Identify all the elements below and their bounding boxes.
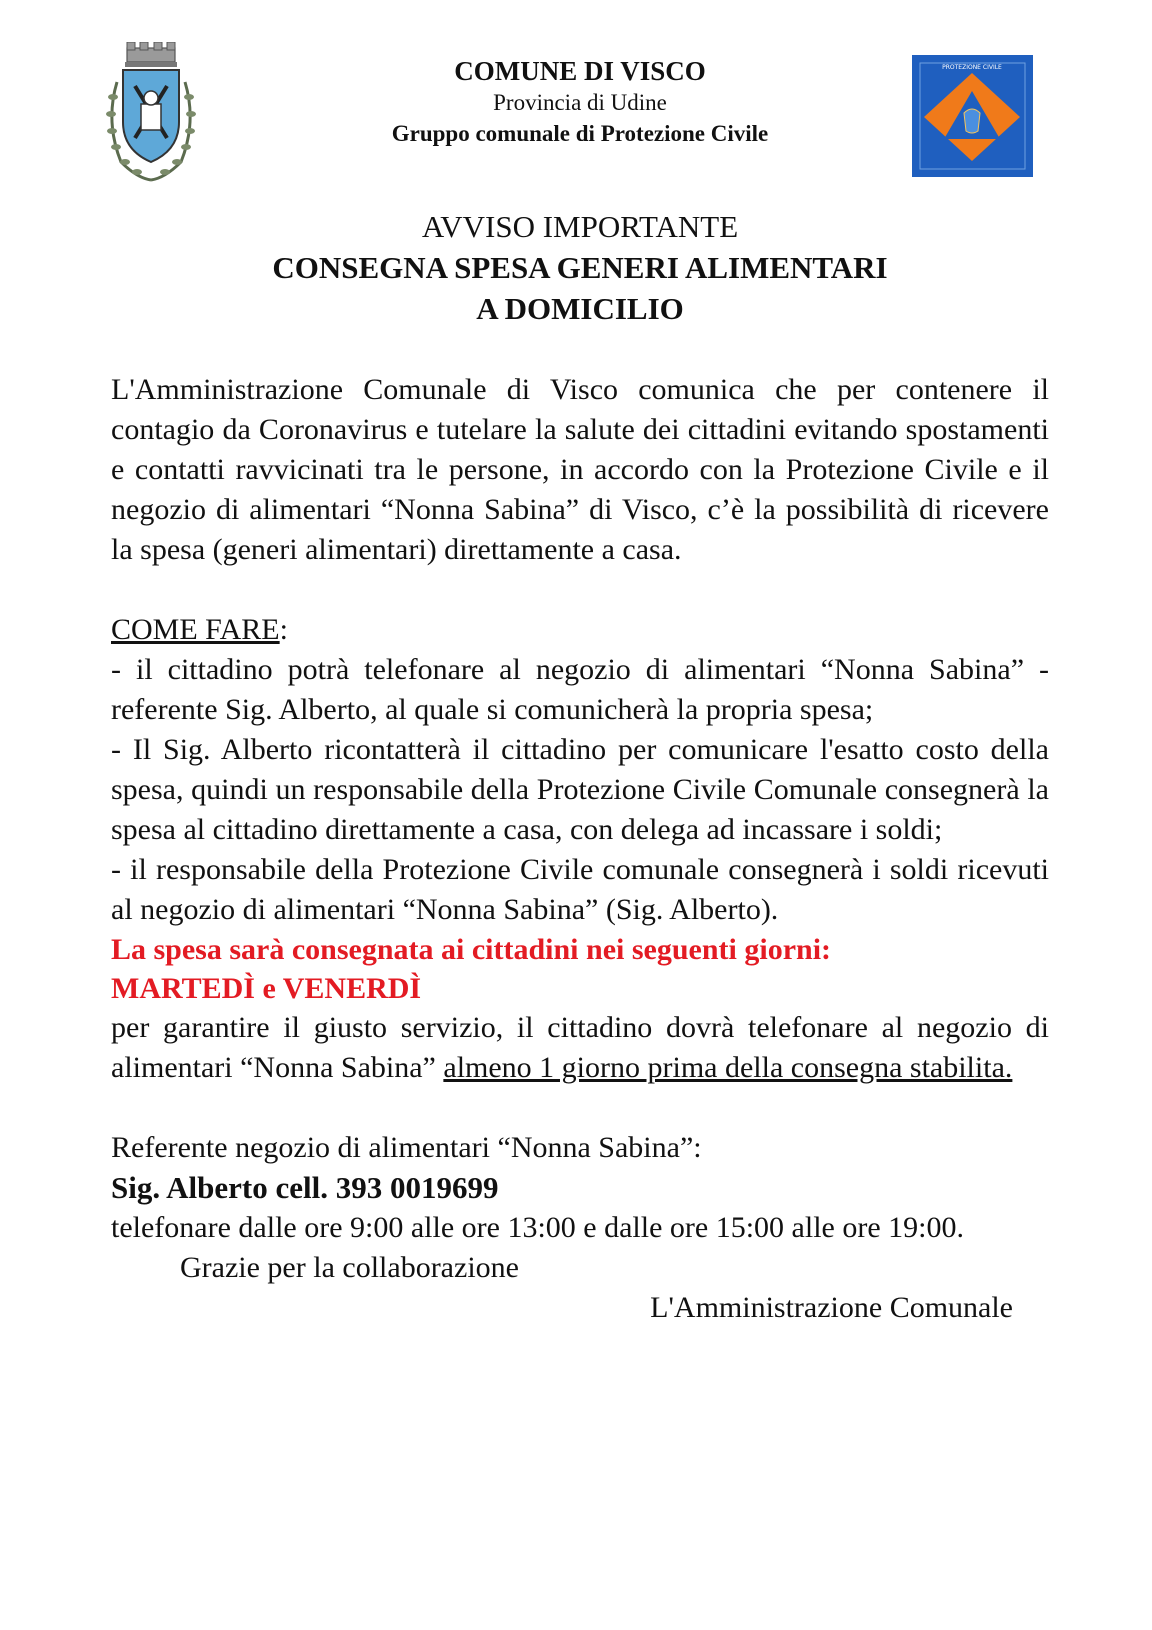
logo-text: PROTEZIONE CIVILE xyxy=(942,64,1002,71)
step-2: - Il Sig. Alberto ricontatterà il cittadino per comunicare l'esatto costo della spesa, quindi un responsabile della Protezione Civile Comunale consegnerà la spesa al cittadino direttamente a casa, con delega ad incassare i soldi; xyxy=(111,733,1049,846)
town-name: COMUNE DI VISCO xyxy=(454,56,706,86)
delivery-note-text: per garantire il giusto servizio, il cittadino dovrà telefonare al negozio di alimentari “Nonna Sabina” xyxy=(111,1011,1049,1084)
letterhead xyxy=(300,56,860,149)
signature: L'Amministrazione Comunale xyxy=(650,1291,1013,1324)
group-name: Gruppo comunale di Protezione Civile xyxy=(391,121,769,146)
notice-title xyxy=(150,206,1010,329)
contact-name-phone: Sig. Alberto cell. 393 0019699 xyxy=(111,1170,499,1205)
contact-label: Referente negozio di alimentari “Nonna Sabina”: xyxy=(111,1131,702,1164)
delivery-note-underlined: almeno 1 giorno prima della consegna stabilita. xyxy=(443,1051,1013,1084)
title-subject-2: A DOMICILIO xyxy=(476,291,684,326)
how-to-heading xyxy=(111,610,1049,650)
intro-paragraph: L'Amministrazione Comunale di Visco comunica che per contenere il contagio da Coronavirus e tutelare la salute dei cittadini evitando spostamenti e contatti ravvicinati tra le persone, in accordo con la Protezione Civile e il negozio di alimentari “Nonna Sabina” di Visco, c’è la possibilità di ricevere la spesa (generi alimentari) direttamente a casa. xyxy=(111,373,1049,566)
coat-of-arms-icon xyxy=(103,42,199,184)
step-1: - il cittadino potrà telefonare al negozio di alimentari “Nonna Sabina” - referente Sig. Alberto, al quale si comunicherà la propria spesa; xyxy=(111,653,1049,726)
how-to-heading-colon: : xyxy=(279,613,288,646)
contact-hours: telefonare dalle ore 9:00 alle ore 13:00 e dalle ore 15:00 alle ore 19:00. xyxy=(111,1211,964,1244)
title-notice: AVVISO IMPORTANTE xyxy=(421,209,739,244)
delivery-days-intro: La spesa sarà consegnata ai cittadini nei seguenti giorni: xyxy=(111,933,832,966)
delivery-days: MARTEDÌ e VENERDÌ xyxy=(111,972,422,1005)
province-name: Provincia di Udine xyxy=(493,90,667,115)
thanks-line: Grazie per la collaborazione xyxy=(180,1251,519,1284)
how-to-heading-text: COME FARE xyxy=(111,613,280,646)
protezione-civile-logo-icon xyxy=(912,55,1033,177)
title-subject: CONSEGNA SPESA GENERI ALIMENTARI xyxy=(272,250,888,285)
notice-body xyxy=(111,370,1049,1328)
delivery-note xyxy=(111,1008,1049,1088)
step-3: - il responsabile della Protezione Civile comunale consegnerà i soldi ricevuti al negozio di alimentari “Nonna Sabina” (Sig. Alberto). xyxy=(111,853,1049,926)
